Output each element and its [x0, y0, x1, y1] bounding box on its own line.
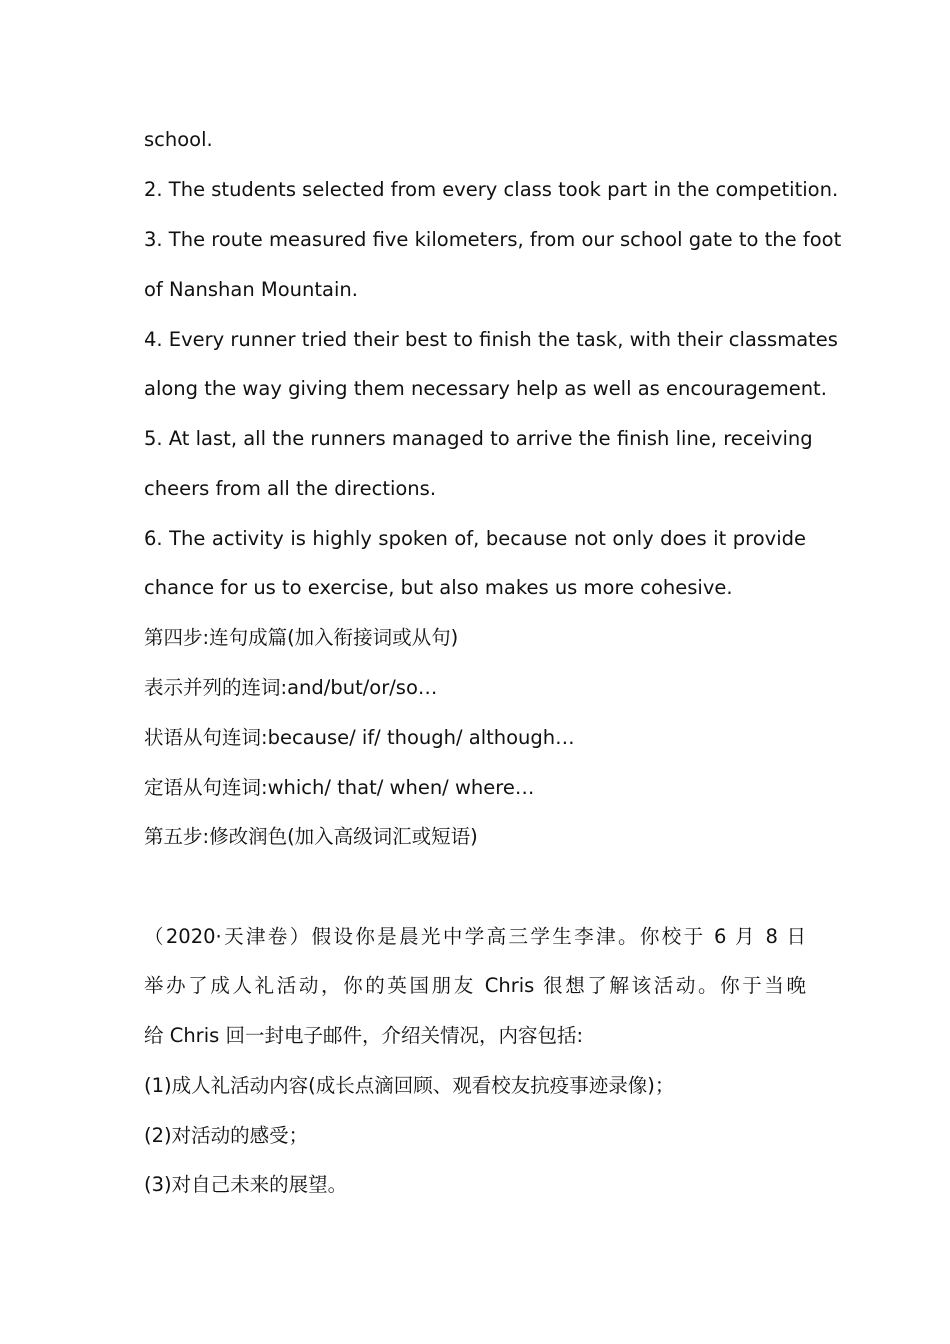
- text-line: 定语从句连词:which/ that/ when/ where…: [144, 776, 535, 799]
- text-line: 4. Every runner tried their best to finish the task, with their classmates: [144, 328, 838, 351]
- text-line: 6. The activity is highly spoken of, because not only does it provide: [144, 527, 806, 550]
- step-heading: 第四步:连句成篇(加入衔接词或从句): [144, 626, 459, 649]
- text-line: （2020·天津卷）假设你是晨光中学高三学生李津。你校于 6 月 8 日: [144, 925, 806, 948]
- step-heading: 第五步:修改润色(加入高级词汇或短语): [144, 825, 478, 848]
- text-line: 状语从句连词:because/ if/ though/ although…: [144, 726, 575, 749]
- text-line: 3. The route measured five kilometers, from our school gate to the foot: [144, 228, 842, 251]
- text-line: 2. The students selected from every class took part in the competition.: [144, 178, 839, 201]
- text-line: 5. At last, all the runners managed to arrive the finish line, receiving: [144, 427, 813, 450]
- list-item: (1)成人礼活动内容(成长点滴回顾、观看校友抗疫事迹录像)；: [144, 1074, 675, 1097]
- text-line: 表示并列的连词:and/but/or/so…: [144, 676, 438, 699]
- text-line: chance for us to exercise, but also makes us more cohesive.: [144, 576, 733, 599]
- text-line: along the way giving them necessary help as well as encouragement.: [144, 377, 827, 400]
- text-line: 给 Chris 回一封电子邮件，介绍关情况，内容包括:: [144, 1024, 584, 1047]
- text-line: school.: [144, 128, 213, 151]
- list-item: (3)对自己未来的展望。: [144, 1173, 348, 1196]
- list-item: (2)对活动的感受；: [144, 1124, 309, 1147]
- text-line: 举办了成人礼活动，你的英国朋友 Chris 很想了解该活动。你于当晚: [144, 974, 806, 997]
- text-line: of Nanshan Mountain.: [144, 278, 358, 301]
- text-line: cheers from all the directions.: [144, 477, 437, 500]
